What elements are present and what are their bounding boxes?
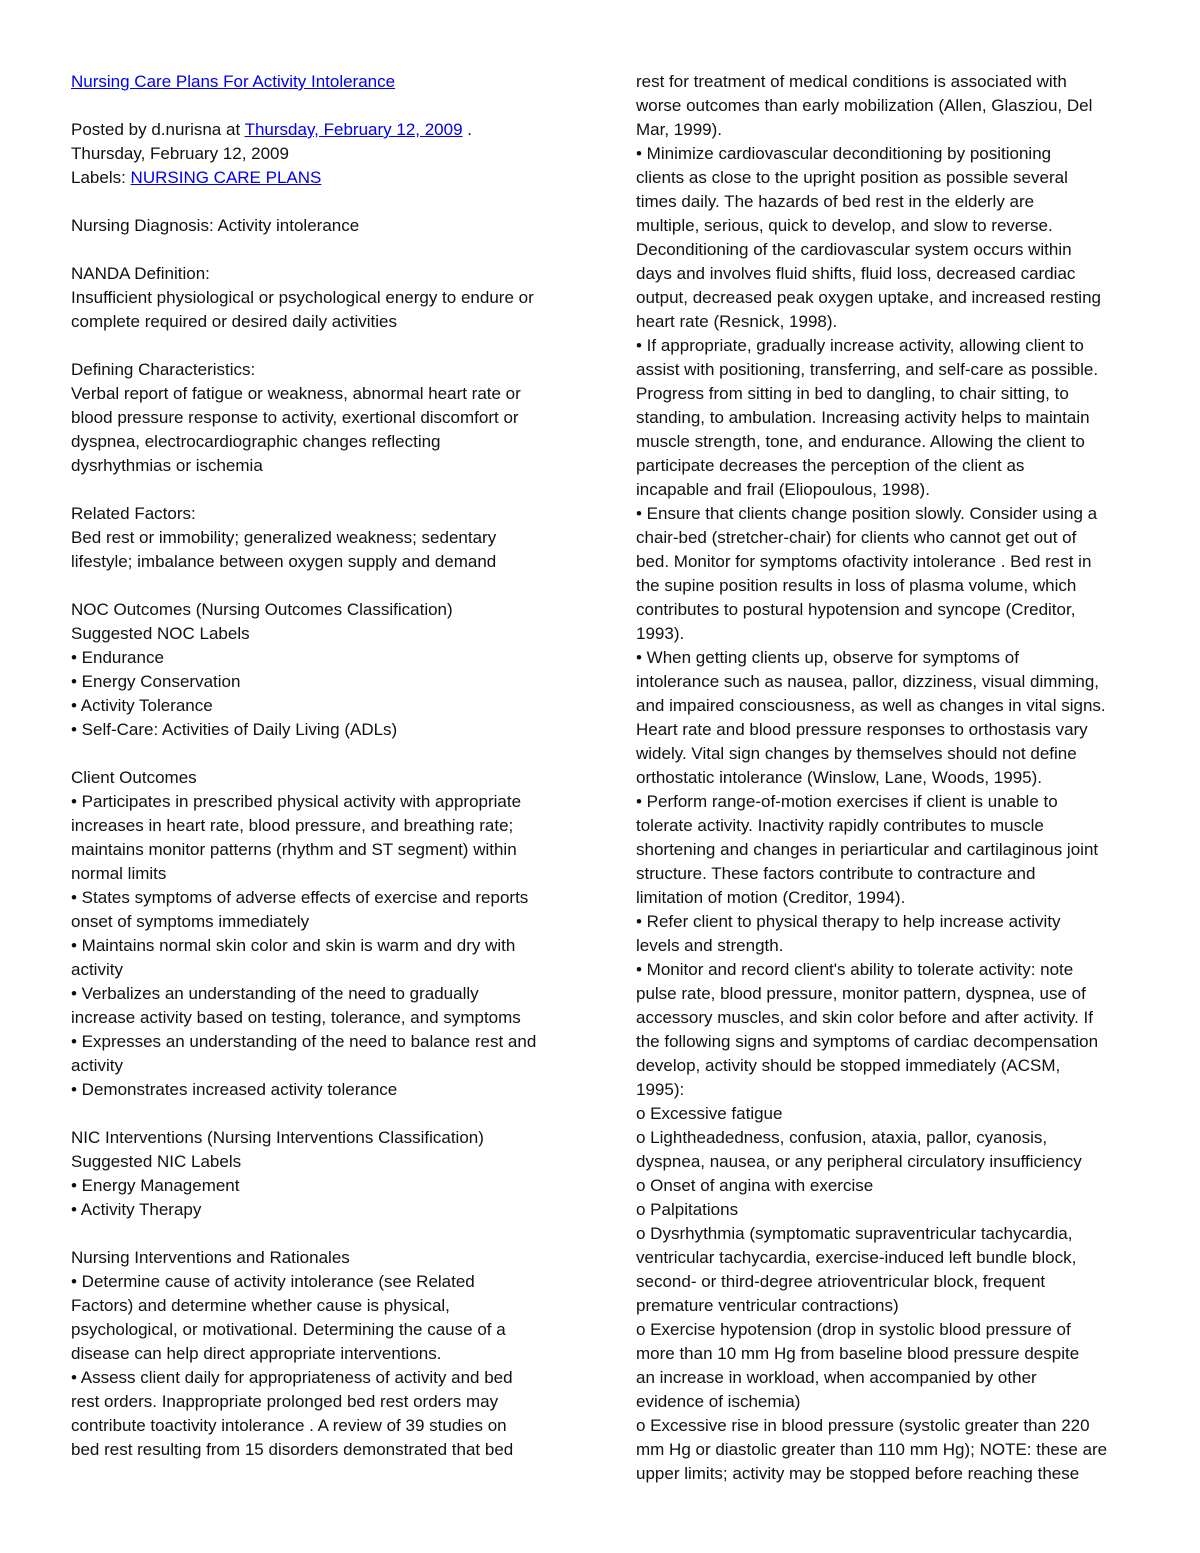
text-line: Progress from sitting in bed to dangling, to chair sitting, to — [636, 384, 1069, 403]
text-line: • Determine cause of activity intolerance (see Related — [71, 1272, 475, 1291]
text-line: Nursing Diagnosis: Activity intolerance — [71, 216, 360, 235]
text-line: standing, to ambulation. Increasing activity helps to maintain — [636, 408, 1090, 427]
text-line: Bed rest or immobility; generalized weakness; sedentary — [71, 528, 497, 547]
text-line: • Activity Tolerance — [71, 696, 213, 715]
text-line: disease can help direct appropriate interventions. — [71, 1344, 442, 1363]
text-line: ventricular tachycardia, exercise-induced left bundle block, — [636, 1248, 1077, 1267]
text-line: levels and strength. — [636, 936, 784, 955]
text-line: rest for treatment of medical conditions is associated with — [636, 72, 1067, 91]
text-line: maintains monitor patterns (rhythm and ST segment) within — [71, 840, 517, 859]
text-line: 1993). — [636, 624, 685, 643]
text-line: pulse rate, blood pressure, monitor pattern, dyspnea, use of — [636, 984, 1086, 1003]
text-line: • When getting clients up, observe for symptoms of — [636, 648, 1019, 667]
text-line: • Maintains normal skin color and skin is warm and dry with — [71, 936, 516, 955]
text-line: contributes to postural hypotension and syncope (Creditor, — [636, 600, 1076, 619]
text-line: • Minimize cardiovascular deconditioning by positioning — [636, 144, 1052, 163]
text-line: dyspnea, nausea, or any peripheral circulatory insufficiency — [636, 1152, 1082, 1171]
text-line: output, decreased peak oxygen uptake, and increased resting — [636, 288, 1101, 307]
posted-by-text: Posted by d.nurisna at — [71, 120, 245, 139]
blank-line — [71, 190, 571, 214]
title-line — [71, 70, 571, 94]
text-line: • Expresses an understanding of the need to balance rest and — [71, 1032, 537, 1051]
text-line: psychological, or motivational. Determining the cause of a — [71, 1320, 506, 1339]
text-line: o Onset of angina with exercise — [636, 1176, 874, 1195]
text-line: • Verbalizes an understanding of the need to gradually — [71, 984, 479, 1003]
text-line: an increase in workload, when accompanied by other — [636, 1368, 1037, 1387]
text-line: Suggested NOC Labels — [71, 624, 250, 643]
text-line: premature ventricular contractions) — [636, 1296, 899, 1315]
text-line: clients as close to the upright position as possible several — [636, 168, 1068, 187]
text-line: muscle strength, tone, and endurance. Allowing the client to — [636, 432, 1085, 451]
text-line: evidence of ischemia) — [636, 1392, 801, 1411]
text-line: the supine position results in loss of plasma volume, which — [636, 576, 1077, 595]
text-line: develop, activity should be stopped immediately (ACSM, — [636, 1056, 1061, 1075]
text-line: intolerance such as nausea, pallor, dizziness, visual dimming, — [636, 672, 1100, 691]
text-line: times daily. The hazards of bed rest in the elderly are — [636, 192, 1035, 211]
posted-suffix: . — [462, 120, 473, 139]
text-line: Nursing Interventions and Rationales — [71, 1248, 350, 1267]
text-line: orthostatic intolerance (Winslow, Lane, Woods, 1995). — [636, 768, 1043, 787]
text-line: • Participates in prescribed physical activity with appropriate — [71, 792, 522, 811]
text-line: upper limits; activity may be stopped before reaching these — [636, 1464, 1080, 1483]
text-line: NANDA Definition: — [71, 264, 210, 283]
text-line: • Energy Conservation — [71, 672, 241, 691]
text-line: accessory muscles, and skin color before and after activity. If — [636, 1008, 1093, 1027]
text-line: assist with positioning, transferring, and self-care as possible. — [636, 360, 1099, 379]
text-line: mm Hg or diastolic greater than 110 mm Hg); NOTE: these are — [636, 1440, 1108, 1459]
text-line: contribute toactivity intolerance . A review of 39 studies on — [71, 1416, 507, 1435]
text-line: • Monitor and record client's ability to tolerate activity: note — [636, 960, 1074, 979]
text-line: normal limits — [71, 864, 167, 883]
text-line: o Lightheadedness, confusion, ataxia, pallor, cyanosis, — [636, 1128, 1048, 1147]
text-line: activity — [71, 1056, 123, 1075]
text-line: dyspnea, electrocardiographic changes reflecting — [71, 432, 441, 451]
text-line: • If appropriate, gradually increase activity, allowing client to — [636, 336, 1084, 355]
text-line: complete required or desired daily activities — [71, 312, 397, 331]
blank-line — [71, 334, 571, 358]
text-line: Deconditioning of the cardiovascular system occurs within — [636, 240, 1072, 259]
label-link[interactable]: NURSING CARE PLANS — [130, 168, 322, 187]
text-line: Factors) and determine whether cause is physical, — [71, 1296, 450, 1315]
text-line: Related Factors: — [71, 504, 196, 523]
text-line: days and involves fluid shifts, fluid loss, decreased cardiac — [636, 264, 1076, 283]
blank-line — [71, 94, 571, 118]
text-line: o Dysrhythmia (symptomatic supraventricular tachycardia, — [636, 1224, 1073, 1243]
text-line: dysrhythmias or ischemia — [71, 456, 263, 475]
text-line: • Self-Care: Activities of Daily Living (ADLs) — [71, 720, 398, 739]
text-line: bed. Monitor for symptoms ofactivity intolerance . Bed rest in — [636, 552, 1092, 571]
blank-line — [71, 1102, 571, 1126]
text-line: • Demonstrates increased activity tolerance — [71, 1080, 398, 1099]
text-line: 1995): — [636, 1080, 685, 1099]
text-line: blood pressure response to activity, exertional discomfort or — [71, 408, 519, 427]
text-line: second- or third-degree atrioventricular block, frequent — [636, 1272, 1046, 1291]
text-line: the following signs and symptoms of cardiac decompensation — [636, 1032, 1099, 1051]
text-line: Client Outcomes — [71, 768, 197, 787]
text-line: • Ensure that clients change position slowly. Consider using a — [636, 504, 1098, 523]
text-line: o Excessive fatigue — [636, 1104, 783, 1123]
text-line: Insufficient physiological or psychological energy to endure or — [71, 288, 534, 307]
text-line: • Activity Therapy — [71, 1200, 202, 1219]
text-line: • Energy Management — [71, 1176, 240, 1195]
blank-line — [71, 1222, 571, 1246]
text-line: bed rest resulting from 15 disorders demonstrated that bed — [71, 1440, 514, 1459]
posted-by-line — [71, 118, 571, 142]
blank-line — [71, 238, 571, 262]
text-line: tolerate activity. Inactivity rapidly contributes to muscle — [636, 816, 1044, 835]
text-line: Heart rate and blood pressure responses to orthostasis vary — [636, 720, 1088, 739]
text-line: NOC Outcomes (Nursing Outcomes Classification) — [71, 600, 453, 619]
text-line: multiple, serious, quick to develop, and slow to reverse. — [636, 216, 1053, 235]
text-line: NIC Interventions (Nursing Interventions Classification) — [71, 1128, 484, 1147]
text-line: Mar, 1999). — [636, 120, 722, 139]
text-line: o Palpitations — [636, 1200, 739, 1219]
text-line: participate decreases the perception of the client as — [636, 456, 1025, 475]
text-line: • Assess client daily for appropriateness of activity and bed — [71, 1368, 513, 1387]
text-line: • Perform range-of-motion exercises if client is unable to — [636, 792, 1058, 811]
text-line: • States symptoms of adverse effects of exercise and reports — [71, 888, 529, 907]
text-line: structure. These factors contribute to contracture and — [636, 864, 1036, 883]
text-line: o Exercise hypotension (drop in systolic blood pressure of — [636, 1320, 1071, 1339]
text-line: • Refer client to physical therapy to help increase activity — [636, 912, 1061, 931]
text-line: • Endurance — [71, 648, 164, 667]
text-line: increases in heart rate, blood pressure, and breathing rate; — [71, 816, 514, 835]
text-line: limitation of motion (Creditor, 1994). — [636, 888, 906, 907]
text-line: shortening and changes in periarticular and cartilaginous joint — [636, 840, 1099, 859]
post-date: Thursday, February 12, 2009 — [71, 144, 289, 163]
blank-line — [71, 478, 571, 502]
blank-line — [71, 742, 571, 766]
text-line: heart rate (Resnick, 1998). — [636, 312, 838, 331]
text-line: more than 10 mm Hg from baseline blood pressure despite — [636, 1344, 1080, 1363]
text-line: and impaired consciousness, as well as changes in vital signs. — [636, 696, 1106, 715]
text-line: rest orders. Inappropriate prolonged bed rest orders may — [71, 1392, 499, 1411]
text-line: Suggested NIC Labels — [71, 1152, 242, 1171]
text-line: worse outcomes than early mobilization (Allen, Glasziou, Del — [636, 96, 1093, 115]
text-line: activity — [71, 960, 123, 979]
right-column — [636, 70, 1136, 1486]
post-date-link[interactable]: Thursday, February 12, 2009 — [244, 120, 463, 139]
labels-line — [71, 166, 571, 190]
text-line: increase activity based on testing, tolerance, and symptoms — [71, 1008, 521, 1027]
left-column — [71, 70, 571, 1462]
text-line: Verbal report of fatigue or weakness, abnormal heart rate or — [71, 384, 521, 403]
blank-line — [71, 574, 571, 598]
right-body — [636, 70, 1136, 1486]
text-line: incapable and frail (Eliopoulous, 1998). — [636, 480, 930, 499]
left-body — [71, 214, 571, 1462]
text-line: Defining Characteristics: — [71, 360, 256, 379]
text-line: widely. Vital sign changes by themselves should not define — [636, 744, 1077, 763]
text-line: o Excessive rise in blood pressure (systolic greater than 220 — [636, 1416, 1090, 1435]
title-link[interactable]: Nursing Care Plans For Activity Intolerance — [71, 72, 396, 91]
text-line: chair-bed (stretcher-chair) for clients who cannot get out of — [636, 528, 1077, 547]
text-line: onset of symptoms immediately — [71, 912, 310, 931]
labels-text: Labels: — [71, 168, 131, 187]
text-line: lifestyle; imbalance between oxygen supply and demand — [71, 552, 497, 571]
